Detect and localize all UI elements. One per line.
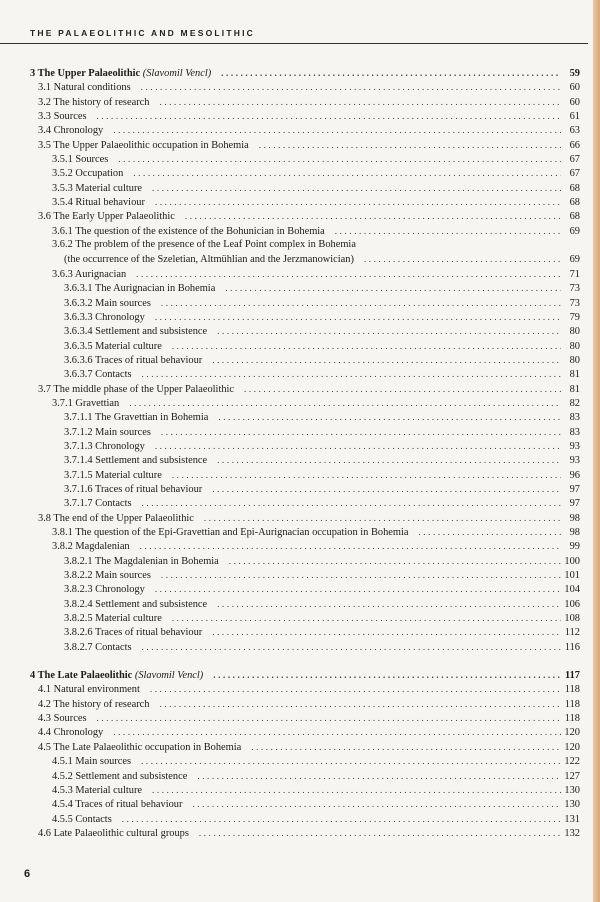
toc-entry[interactable] [30,267,580,281]
dot-leader [136,267,561,281]
entry-title: 3.8.1 The question of the Epi-Gravettian and Epi-Aurignacian occupation in Bohemia [52,527,409,538]
toc-entry[interactable] [30,754,580,768]
dot-leader [159,95,561,109]
toc-entry[interactable] [30,209,580,223]
entry-title: 4.5 The Late Palaeolithic occupation in Bohemia [38,741,242,753]
entry-title: 3.6.3.5 Material culture [64,340,162,352]
entry-title: 3.7.1 Gravettian [52,397,120,409]
dot-leader [122,812,561,826]
entry-title: 3.6.3.3 Chronology [64,311,145,323]
page-ref: 130 [564,799,580,811]
toc-entry[interactable] [30,582,580,596]
toc-entry[interactable] [30,482,580,496]
toc-entry[interactable] [30,640,580,654]
page-ref: 68 [569,211,580,223]
dot-leader [118,152,561,166]
page-ref: 68 [569,197,580,209]
page-ref: 108 [564,613,580,625]
entry-title: 3.8.2.1 The Magdalenian in Bohemia [64,555,219,567]
page-ref: 67 [569,154,580,166]
toc-entry[interactable] [30,453,580,467]
dot-leader [150,682,561,696]
page-ref: 80 [569,326,580,338]
toc-entry[interactable] [30,797,580,811]
page-ref: 73 [569,283,580,295]
page-ref: 81 [569,383,580,395]
entry-title: 3.4 Chronology [38,125,104,137]
running-header: THE PALAEOLITHIC AND MESOLITHIC [30,28,255,38]
entry-title: 3.3 Sources [38,111,87,123]
page-ref: 96 [569,469,580,481]
toc-entry[interactable] [30,611,580,625]
toc-entry[interactable] [30,123,580,137]
toc-entry[interactable] [30,109,580,123]
dot-leader [172,468,561,482]
toc-entry[interactable] [30,296,580,310]
dot-leader [244,382,561,396]
table-of-contents [30,66,580,840]
dot-leader [96,711,561,725]
entry-title: 3.6.2 The problem of the presence of the Leaf Point complex in Bohemia [52,239,356,251]
toc-entry[interactable] [30,783,580,797]
page-ref: 98 [569,527,580,538]
toc-entry[interactable] [30,625,580,639]
entry-title: 3.5.4 Ritual behaviour [52,197,145,209]
page-ref: 117 [564,670,580,682]
page-ref: 93 [569,440,580,452]
dot-leader [155,195,561,209]
entry-title: 3.5.3 Material culture [52,182,143,194]
entry-title: 3.8 The end of the Upper Palaeolithic [38,512,194,524]
entry-title: 4.4 Chronology [38,727,104,739]
page-ref: 127 [564,770,580,782]
toc-entry[interactable] [30,410,580,424]
page-ref: 112 [564,627,580,639]
page-ref: 67 [569,168,580,180]
entry-title: 3.6.3.2 Main sources [64,297,151,309]
chapter-author: (Slavomil Vencl) [142,68,212,79]
entry-title: 3.7.1.2 Main sources [64,426,151,438]
dot-leader [142,640,561,654]
entry-title: 4.1 Natural environment [38,684,140,696]
entry-title: 3.8.2.6 Traces of ritual behaviour [64,627,203,639]
page-ref: 120 [564,741,580,753]
entry-title: 3.6.3 Aurignacian [52,268,127,280]
toc-entry[interactable] [30,597,580,611]
entry-title: 4.5.5 Contacts [52,813,112,825]
dot-leader [155,439,561,453]
chapter-author: (Slavomil Vencl) [134,670,204,682]
dot-leader [213,668,561,682]
entry-title: 4.6 Late Palaeolithic cultural groups [38,827,189,839]
entry-title: 3.8.2.4 Settlement and subsistence [64,598,208,610]
page-ref: 69 [569,254,580,266]
toc-entry[interactable] [30,568,580,582]
entry-title: 3.6.3.4 Settlement and subsistence [64,326,208,338]
dot-leader [159,697,561,711]
dot-leader [221,66,561,80]
dot-leader [96,109,561,123]
dot-leader [142,367,561,381]
entry-title: 3.8.2.5 Material culture [64,613,162,625]
toc-entry[interactable] [30,496,580,510]
entry-title: 3.2 The history of research [38,96,150,108]
page-ref: 120 [564,727,580,739]
entry-title: 3.8.2.2 Main sources [64,570,151,582]
chapter-heading[interactable] [30,66,580,80]
toc-entry[interactable] [30,425,580,439]
toc-entry[interactable] [30,396,580,410]
dot-leader [217,453,561,467]
entry-title: (the occurrence of the Szeletian, Altmühlian and the Jerzmanowician) [64,254,354,266]
page-ref: 122 [564,756,580,768]
entry-title: 3.7.1.6 Traces of ritual behaviour [64,483,203,495]
page-ref: 118 [564,698,580,710]
toc-entry[interactable] [30,339,580,353]
dot-leader [199,826,561,840]
chapter-title: 4 The Late Palaeolithic [30,670,133,682]
dot-leader [152,783,561,797]
toc-entry[interactable] [30,439,580,453]
toc-entry[interactable] [30,324,580,338]
dot-leader [141,80,561,94]
toc-entry[interactable] [30,539,580,553]
entry-title: 3.6.1 The question of the existence of the Bohunician in Bohemia [52,225,325,237]
toc-entry[interactable] [30,826,580,840]
dot-leader [113,725,561,739]
dot-leader [192,797,561,811]
dot-leader [212,625,561,639]
dot-leader [204,511,561,525]
toc-entry[interactable] [30,166,580,180]
page-ref: 60 [569,96,580,108]
dot-leader [155,582,561,596]
chapter-entries [30,80,580,654]
toc-entry[interactable] [30,281,580,295]
toc-entry[interactable] [30,80,580,94]
page-ref: 60 [569,82,580,94]
dot-leader [113,123,561,137]
dot-leader [212,353,561,367]
toc-entry[interactable] [30,697,580,711]
page-ref: 83 [569,412,580,424]
toc-entry[interactable] [30,740,580,754]
page-ref: 118 [564,713,580,725]
toc-entry[interactable] [30,554,580,568]
page-ref: 61 [569,111,580,123]
entry-title: 4.3 Sources [38,713,87,725]
page-ref: 132 [564,827,580,839]
toc-entry[interactable] [30,468,580,482]
entry-title: 3.6 The Early Upper Palaeolithic [38,211,175,223]
dot-leader [251,740,561,754]
entry-title: 3.7.1.5 Material culture [64,469,162,481]
chapter-heading[interactable] [30,668,580,682]
page-ref: 69 [569,225,580,237]
dot-leader [225,281,561,295]
page-ref: 73 [569,297,580,309]
toc-entry[interactable] [30,224,580,238]
dot-leader [155,310,561,324]
header-rule [0,43,588,44]
toc-entry[interactable] [30,138,580,152]
toc-entry[interactable] [30,238,580,252]
dot-leader [218,410,561,424]
page-ref: 63 [569,125,580,137]
dot-leader [133,166,561,180]
page-ref: 118 [564,684,580,696]
dot-leader [229,554,561,568]
entry-title: 4.2 The history of research [38,698,150,710]
entry-title: 3.8.2.3 Chronology [64,584,145,596]
page-ref: 116 [564,641,580,653]
dot-leader [217,324,561,338]
dot-leader [172,611,561,625]
chapter-title: 3 The Upper Palaeolithic [30,68,141,79]
toc-entry[interactable] [30,367,580,381]
entry-title: 4.5.1 Main sources [52,756,132,768]
page-ref: 97 [569,498,580,510]
dot-leader [141,754,561,768]
toc-entry[interactable] [30,682,580,696]
chapter-entries [30,682,580,840]
toc-entry[interactable] [30,769,580,783]
page-number: 6 [24,868,31,880]
dot-leader [161,568,561,582]
entry-title: 3.7.1.7 Contacts [64,498,132,510]
page-ref: 104 [564,584,580,596]
entry-title: 3.1 Natural conditions [38,82,131,94]
dot-leader [259,138,561,152]
dot-leader [364,252,561,266]
dot-leader [161,425,561,439]
toc-entry[interactable] [30,525,580,539]
toc-entry[interactable] [30,95,580,109]
page-ref: 97 [569,483,580,495]
page-ref: 80 [569,354,580,366]
entry-title: 3.8.2 Magdalenian [52,541,130,553]
entry-title: 3.6.3.7 Contacts [64,369,132,381]
entry-title: 3.7.1.1 The Gravettian in Bohemia [64,412,209,424]
page-ref: 81 [569,369,580,381]
entry-title: 3.5.1 Sources [52,154,109,166]
dot-leader [418,525,561,539]
entry-title: 3.7.1.4 Settlement and subsistence [64,455,208,467]
page-ref: 130 [564,784,580,796]
dot-leader [217,597,561,611]
entry-title: 3.5 The Upper Palaeolithic occupation in Bohemia [38,139,249,151]
toc-entry[interactable] [30,152,580,166]
toc-entry[interactable] [30,310,580,324]
toc-entry[interactable] [30,511,580,525]
entry-title: 4.5.3 Material culture [52,784,143,796]
dot-leader [161,296,561,310]
page-ref: 98 [569,512,580,524]
page-ref: 100 [564,555,580,567]
dot-leader [142,496,561,510]
page-ref: 82 [569,397,580,409]
toc-entry[interactable] [30,195,580,209]
dot-leader [212,482,561,496]
toc-entry[interactable] [30,252,580,266]
page-ref: 80 [569,340,580,352]
toc-entry[interactable] [30,725,580,739]
entry-title: 3.7 The middle phase of the Upper Palaeolithic [38,383,235,395]
dot-leader [172,339,561,353]
page-ref: 79 [569,311,580,323]
entry-title: 3.6.3.6 Traces of ritual behaviour [64,354,203,366]
dot-leader [185,209,561,223]
entry-title: 3.6.3.1 The Aurignacian in Bohemia [64,283,216,295]
entry-title: 4.5.4 Traces of ritual behaviour [52,799,183,811]
toc-entry[interactable] [30,181,580,195]
dot-leader [140,539,561,553]
entry-title: 3.5.2 Occupation [52,168,124,180]
entry-title: 3.8.2.7 Contacts [64,641,132,653]
page-ref: 93 [569,455,580,467]
page-ref: 68 [569,182,580,194]
dot-leader [152,181,561,195]
page-edge [593,0,600,902]
page-ref: 83 [569,426,580,438]
toc-entry[interactable] [30,812,580,826]
page-ref: 66 [569,139,580,151]
section-gap [30,654,580,668]
entry-title: 4.5.2 Settlement and subsistence [52,770,188,782]
page-ref: 106 [564,598,580,610]
toc-entry[interactable] [30,382,580,396]
page-ref: 101 [564,570,580,582]
toc-entry[interactable] [30,353,580,367]
dot-leader [335,224,561,238]
page-ref: 131 [564,813,580,825]
page-ref: 71 [569,268,580,280]
dot-leader [197,769,561,783]
page-ref: 59 [569,68,580,79]
entry-title: 3.7.1.3 Chronology [64,440,145,452]
toc-entry[interactable] [30,711,580,725]
dot-leader [129,396,561,410]
page-ref: 99 [569,541,580,553]
